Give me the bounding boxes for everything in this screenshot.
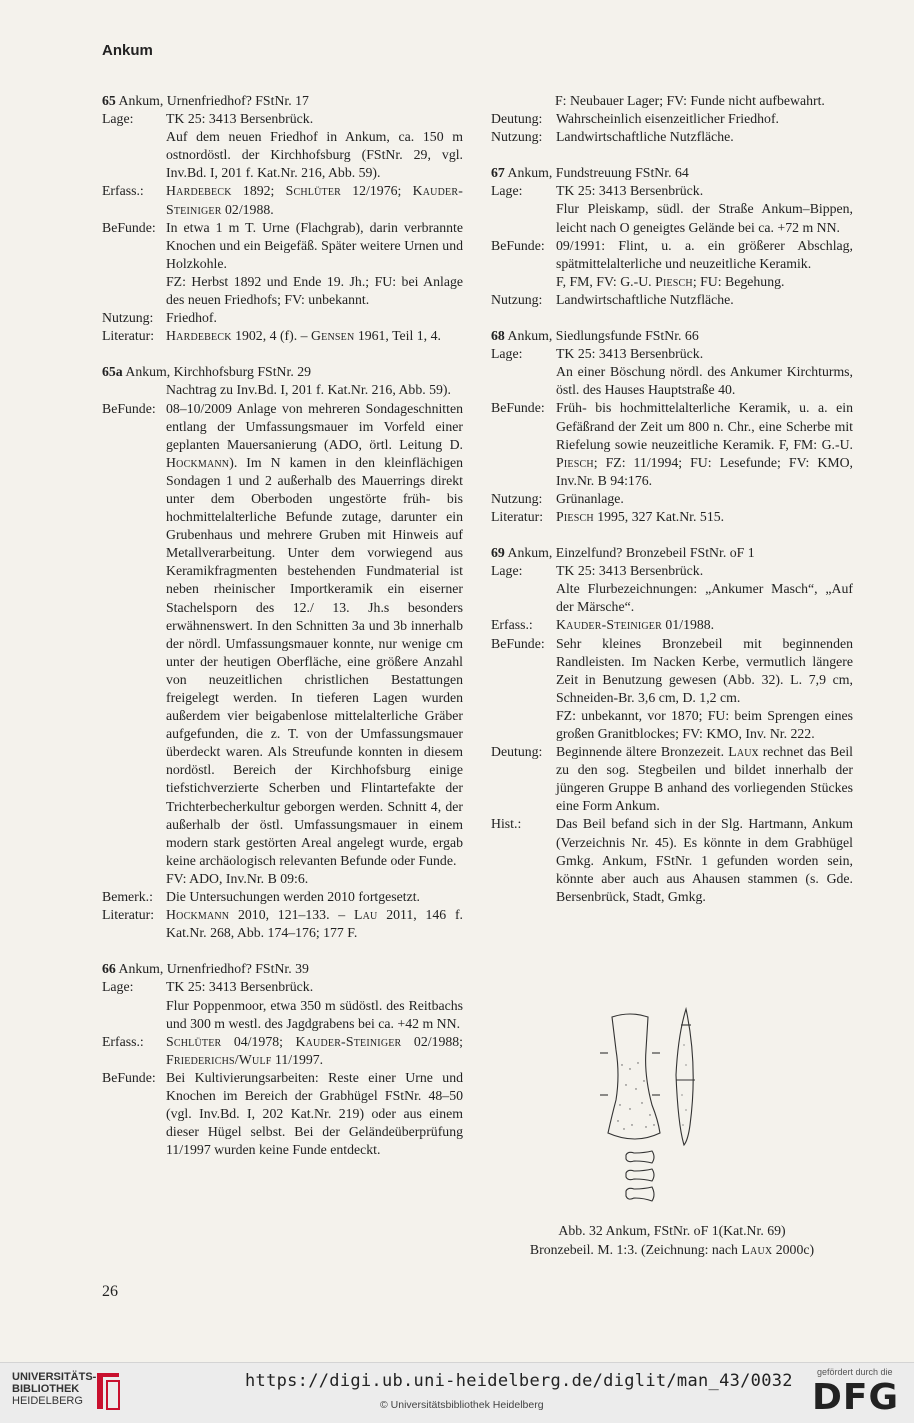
field-value [556,635,853,744]
field-paragraph: An einer Böschung nördl. des Ankumer Kirchturms, östl. des Hauses Hauptstraße 40. [556,364,853,398]
axe-section-2 [626,1169,654,1181]
field-label: BeFunde: [102,400,156,416]
field-row [102,888,463,906]
field-value [556,237,853,291]
field-value [166,110,463,182]
entry-title [491,544,853,562]
field-paragraph: Hockmann 2010, 121–133. – Lau 2011, 146 f. Kat.Nr. 268, Abb. 174–176; 177 F. [166,907,463,941]
bronze-axe-drawing [560,1005,720,1215]
field-row [491,128,853,146]
field-paragraph: Die Untersuchungen werden 2010 fortgesetzt. [166,889,421,905]
field-paragraph: Früh- bis hochmittelalterliche Keramik, u. a. ein Gefäßrand der Zeit um 800 n. Chr., eine Scherbe mit Riefelung sowie neuzeitliche Keramik. F, FM: G.-U. Piesch; FZ: 11/1994; FU: Lesefunde; FV: KMO, Inv.Nr. B 94:176. [556,400,853,488]
field-row [491,616,853,634]
field-row [102,110,463,182]
field-label: Literatur: [491,508,544,524]
field-paragraph: TK 25: 3413 Bersenbrück. [556,183,704,199]
field-row [102,906,463,942]
field-value [166,400,463,889]
field-row [491,182,853,236]
field-row [491,110,853,128]
field-label: Lage: [491,346,523,362]
field-label: Deutung: [491,111,543,127]
field-row [491,490,853,508]
catalog-entry [491,327,853,526]
field-label: Deutung: [491,744,543,760]
copyright-notice: © Universitätsbibliothek Heidelberg [380,1399,544,1411]
entry-title [102,363,463,381]
footer-bar [0,1362,914,1423]
catalog-entry [102,363,463,942]
field-paragraph: TK 25: 3413 Bersenbrück. [556,563,704,579]
entry-heading: Ankum, Kirchhofsburg FStNr. 29 [122,364,312,380]
field-row [491,345,853,399]
field-label: Lage: [491,183,523,199]
field-label: Erfass.: [102,183,144,199]
field-paragraph: FZ: unbekannt, vor 1870; FU: beim Sprengen eines großen Granitblockes; FV: KMO, Inv. Nr. 222. [556,707,853,741]
field-paragraph: Hardebeck 1902, 4 (f). – Gensen 1961, Teil 1, 4. [166,328,441,344]
field-label: Nutzung: [491,129,543,145]
field-row [102,309,463,327]
field-paragraph: Das Beil befand sich in der Slg. Hartmann, Ankum (Verzeichnis Nr. 45). Es könnte in dem Grabhügel Gmkg. Ankum, FStNr. 1 gefunden worden sein, könnte aber auch aus Ahausen stammen (s. Gde. Bersenbrück, Stadt, Gmkg. [556,816,853,904]
entry-number: 69 [491,545,505,561]
entry-number: 65 [102,93,116,108]
entry-heading: Ankum, Einzelfund? Bronzebeil FStNr. oF 1 [504,545,755,561]
field-label: Lage: [102,111,134,127]
field-value [556,743,853,815]
figure-caption [491,1222,853,1259]
field-value [556,508,853,526]
field-value [166,978,463,1032]
field-paragraph: FZ: Herbst 1892 und Ende 19. Jh.; FU: bei Anlage des neuen Friedhofs; FV: unbekannt. [166,273,463,308]
entry-number: 65a [102,364,123,380]
field-row [102,400,463,889]
entry-title [102,92,463,110]
field-paragraph: 09/1991: Flint, u. a. ein größerer Abschlag, spätmittelalterliche und neuzeitliche Keramik. [556,237,853,271]
field-paragraph: Flur Poppenmoor, etwa 350 m südöstl. des Reitbachs und 300 m westl. des Jagdgrabens bei ca. +42 m NN. [166,997,463,1031]
continuation-text: F: Neubauer Lager; FV: Funde nicht aufbewahrt. [555,93,825,108]
field-value [556,562,853,616]
entry-number: 67 [491,165,505,181]
field-label: Hist.: [491,816,522,832]
catalog-entry [102,92,463,345]
field-value [166,309,463,327]
entry-number: 66 [102,961,116,977]
field-value [556,291,853,309]
field-row [102,1069,463,1159]
left-column [102,92,463,1159]
field-paragraph: Alte Flurbezeichnungen: „Ankumer Masch“, „Auf der Märsche“. [556,581,853,615]
entry-title [491,327,853,345]
dfg-logo[interactable]: DFG [812,1377,900,1418]
field-label: Nutzung: [102,310,154,326]
entry-number: 68 [491,328,505,344]
axe-section-1 [626,1151,654,1163]
field-paragraph: Flur Pleiskamp, südl. der Straße Ankum–Bippen, leicht nach O geneigtes Gelände bei ca. +72 m NN. [556,201,853,235]
field-paragraph: In etwa 1 m T. Urne (Flachgrab), darin verbrannte Knochen und ein Beigefäß. Später weitere Urnen und Holzkohle. [166,219,463,271]
logo-line-2: BIBLIOTHEK [12,1383,80,1395]
field-label: BeFunde: [102,1069,156,1085]
entry-note: Nachtrag zu Inv.Bd. I, 201 f. Kat.Nr. 216, Abb. 59). [166,382,451,398]
field-label: BeFunde: [491,237,545,253]
catalog-entry [491,110,853,146]
field-label: Lage: [102,979,134,995]
field-paragraph: Auf dem neuen Friedhof in Ankum, ca. 150 m ostnordöstl. der Kirchhofsburg (FStNr. 29, vgl. Inv.Bd. I, 201 f. Kat.Nr. 216, Abb. 59). [166,129,463,181]
field-paragraph: Piesch 1995, 327 Kat.Nr. 515. [556,508,725,524]
funding-note: gefördert durch die [817,1367,893,1377]
field-label: Literatur: [102,328,155,344]
field-value [556,110,853,128]
field-value [556,345,853,399]
field-row [102,1033,463,1069]
field-row [491,291,853,309]
field-label: BeFunde: [491,635,545,651]
field-paragraph: Landwirtschaftliche Nutzfläche. [556,129,734,145]
catalog-entry [102,960,463,1159]
field-value [556,616,853,634]
field-paragraph: Schlüter 04/1978; Kauder-Steiniger 02/1988; Friederichs/Wulf 11/1997. [166,1033,463,1067]
field-value [556,128,853,146]
field-value [166,1033,463,1069]
field-value [556,399,853,489]
field-row [491,562,853,616]
field-paragraph: TK 25: 3413 Bersenbrück. [556,346,704,362]
axe-section-3 [626,1187,654,1201]
field-value [166,1069,463,1159]
catalog-entry [491,544,853,906]
field-value [556,490,853,508]
field-row [491,508,853,526]
field-label: Lage: [491,563,523,579]
logo-line-3: HEIDELBERG [12,1395,83,1407]
entry-heading: Ankum, Siedlungsfunde FStNr. 66 [504,328,699,344]
field-paragraph: Hardebeck 1892; Schlüter 12/1976; Kauder-Steiniger 02/1988. [166,183,463,217]
logo-line-1: UNIVERSITÄTS- [12,1371,97,1383]
field-label: Nutzung: [491,291,543,307]
field-row [102,327,463,345]
field-row [491,815,853,905]
field-label: Literatur: [102,907,155,923]
field-row [102,182,463,218]
field-paragraph: 08–10/2009 Anlage von mehreren Sondageschnitten entlang der Umfassungsmauer im Vorfeld einer geplanten Mauersanierung (ADO, örtl. Leitung D. Hockmann). Im N kamen in den kleinflächigen Sondagen 1 und 2 außerhalb des Mauerrings direkt unter dem Oberboden ungestörte früh- bis hochmittelalterliche Befunde zutage, darunter ein Grubenhaus und mehrere Gruben mit Hinweis auf Metallverarbeitung. Unter dem vorwiegend aus Keramikfragmenten bestehenden Fundmaterial ist neben rheinischer Importkeramik ein eiserner Stachelsporn des 12./ 13. Jh.s besonders erwähnenswert. In den Schnitten 3a und 3b innerhalb der nördl. Umfassungsmauer konnte, nur wenige cm unter der heutigen Oberfläche, eine größere Anzahl von neuzeitlichen christlichen Bestattungen freigelegt werden. In tieferen Lagen wurden außerdem vier beigabenlose mittelalterliche Gräber aufgefunden, die z. T. von der Umfassungsmauer überdeckt waren. Als Streufunde konnten in diesem nordöstl. Bereich der Kirchhofsburg einige tiefstichverzierte Scherben und Flintartefakte der Trichterbecherkultur geborgen werden. Schnitt 4, der außerhalb der östl. Umfassungsmauer in einem modern stark gestörten Areal angelegt wurde, ergab keine archäologisch relevanten Befunde oder Funde. [166,400,463,868]
library-emblem-icon [93,1369,123,1413]
page-number: 26 [102,1283,118,1300]
field-label: BeFunde: [491,400,545,416]
field-value [556,815,853,905]
field-paragraph: Beginnende ältere Bronzezeit. Laux rechnet das Beil zu den sog. Stegbeilen und bildet innerhalb der jüngeren Gruppe B anhand des vorliegenden Stückes eine Form Ankum. [556,744,853,814]
axe-side-view [676,1009,693,1145]
field-paragraph: FV: ADO, Inv.Nr. B 09:6. [166,870,309,886]
field-label: Nutzung: [491,490,543,506]
field-paragraph: Grünanlage. [556,490,624,506]
field-paragraph: F, FM, FV: G.-U. Piesch; FU: Begehung. [556,273,785,289]
field-value [166,327,463,345]
field-value [556,182,853,236]
entry-title [102,960,463,978]
field-value [166,182,463,218]
field-row [491,399,853,489]
axe-front-view [608,1014,660,1139]
field-paragraph: Sehr kleines Bronzebeil mit beginnenden Randleisten. Im Nacken Kerbe, vermutlich längere Zeit in Benutzung gewesen (Abb. 32). L. 7,9 cm, Schneiden-Br. 3,6 cm, D. 1,2 cm. [556,635,853,705]
entry-title [491,164,853,182]
field-label: Bemerk.: [102,889,153,905]
caption-line-1: Abb. 32 Ankum, FStNr. oF 1(Kat.Nr. 69) [558,1223,786,1238]
field-paragraph: TK 25: 3413 Bersenbrück. [166,111,314,127]
field-label: Erfass.: [491,617,533,633]
permalink-url[interactable]: https://digi.ub.uni-heidelberg.de/diglit/man_43/0032 [245,1371,793,1391]
field-row [491,743,853,815]
right-column [491,92,853,906]
field-paragraph: TK 25: 3413 Bersenbrück. [166,979,314,995]
field-row [491,635,853,744]
field-value [166,219,463,309]
field-value [166,906,463,942]
field-row [102,219,463,309]
entry-heading: Ankum, Urnenfriedhof? FStNr. 39 [115,961,309,977]
field-label: Erfass.: [102,1033,144,1049]
field-value [166,888,463,906]
catalog-entry [491,164,853,309]
running-header: Ankum [102,42,153,59]
entry-heading: Ankum, Urnenfriedhof? FStNr. 17 [115,93,309,108]
field-row [491,237,853,291]
field-paragraph: Friedhof. [166,310,217,326]
field-row [102,978,463,1032]
entry-heading: Ankum, Fundstreuung FStNr. 64 [504,165,689,181]
field-label: BeFunde: [102,219,156,235]
library-logo[interactable] [12,1371,96,1407]
field-paragraph: Landwirtschaftliche Nutzfläche. [556,291,734,307]
field-paragraph: Wahrscheinlich eisenzeitlicher Friedhof. [556,111,780,127]
caption-line-2: Bronzebeil. M. 1:3. (Zeichnung: nach Laux 2000c) [529,1241,815,1257]
field-paragraph: Bei Kultivierungsarbeiten: Reste einer Urne und Knochen im Bereich der Grabhügel FStNr. 48–50 (vgl. Inv.Bd. I, 202 Kat.Nr. 219) oder aus einem dieser Hügel selbst. Bei der Geländeüberprüfung 11/1997 wurden keine Funde entdeckt. [166,1069,463,1158]
field-paragraph: Kauder-Steiniger 01/1988. [556,617,715,633]
